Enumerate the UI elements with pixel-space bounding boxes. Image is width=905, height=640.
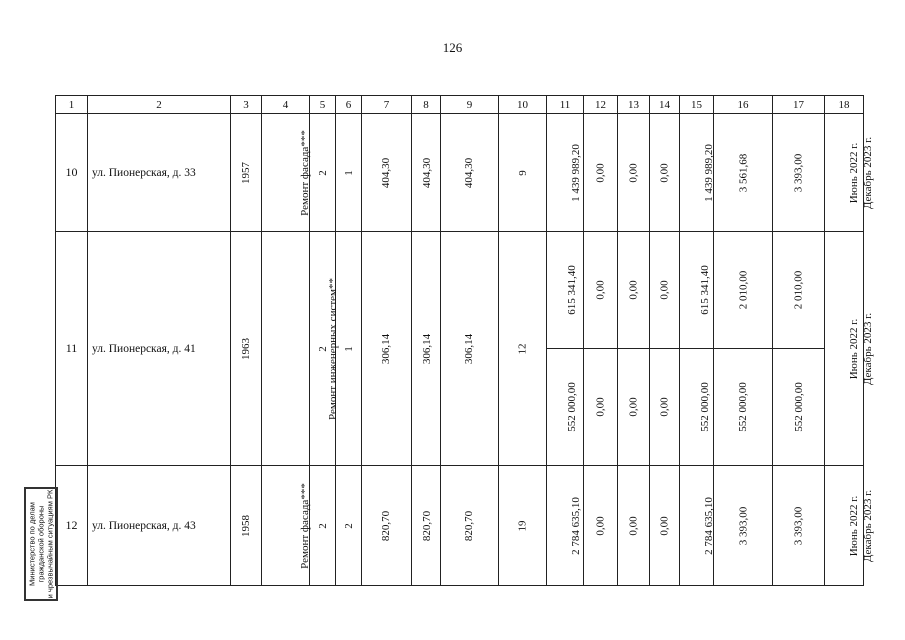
- work-type-cell: Ремонт инженерных систем**: [262, 232, 310, 466]
- year-cell: 1958: [231, 466, 262, 586]
- period-cell: Июнь 2022 г. Декабрь 2023 г.: [825, 114, 864, 232]
- period-cell: Июнь 2022 г. Декабрь 2023 г.: [825, 466, 864, 586]
- header-cell: 5: [310, 96, 336, 114]
- header-cell: 7: [362, 96, 412, 114]
- value-cell: 0,00: [618, 349, 650, 466]
- value-cell: 615 341,40: [547, 232, 584, 349]
- address-cell: ул. Пионерская, д. 33: [88, 114, 231, 232]
- header-cell: 8: [412, 96, 441, 114]
- header-cell: 12: [584, 96, 618, 114]
- value-cell: 552 000,00: [680, 349, 714, 466]
- value-cell: 0,00: [618, 232, 650, 349]
- header-cell: 18: [825, 96, 864, 114]
- value-cell: 404,30: [412, 114, 441, 232]
- work-type-cell: Ремонт фасада***: [262, 466, 310, 586]
- address-cell: ул. Пионерская, д. 43: [88, 466, 231, 586]
- value-cell: 0,00: [618, 114, 650, 232]
- value-cell: 0,00: [584, 114, 618, 232]
- value-cell: 1: [336, 114, 362, 232]
- value-cell: 552 000,00: [547, 349, 584, 466]
- stamp-text: Министерство по делам гражданской обороны и чрезвычайным ситуациям РК: [27, 489, 55, 599]
- header-cell: 9: [441, 96, 499, 114]
- value-cell: 306,14: [412, 232, 441, 466]
- header-cell: 11: [547, 96, 584, 114]
- value-cell: 0,00: [618, 466, 650, 586]
- value-cell: 820,70: [441, 466, 499, 586]
- value-cell: 0,00: [650, 114, 680, 232]
- value-cell: 1 439 989,20: [547, 114, 584, 232]
- header-cell: 2: [88, 96, 231, 114]
- value-cell: 12: [499, 232, 547, 466]
- value-cell: 2: [336, 466, 362, 586]
- value-cell: 820,70: [362, 466, 412, 586]
- value-cell: 1 439 989,20: [680, 114, 714, 232]
- value-cell: 404,30: [441, 114, 499, 232]
- year-cell: 1963: [231, 232, 262, 466]
- value-cell: 2: [310, 466, 336, 586]
- value-cell: 0,00: [650, 466, 680, 586]
- header-cell: 10: [499, 96, 547, 114]
- ministry-stamp: [24, 487, 58, 601]
- value-cell: 306,14: [362, 232, 412, 466]
- row-number: 11: [56, 232, 88, 466]
- value-cell: 2 784 635,10: [547, 466, 584, 586]
- value-cell: 552 000,00: [714, 349, 773, 466]
- header-cell: 16: [714, 96, 773, 114]
- table-row: [56, 466, 864, 586]
- value-cell: 2 010,00: [714, 232, 773, 349]
- value-cell: 820,70: [412, 466, 441, 586]
- value-cell: 2: [310, 232, 336, 466]
- header-cell: 1: [56, 96, 88, 114]
- value-cell: 3 393,00: [773, 114, 825, 232]
- value-cell: 306,14: [441, 232, 499, 466]
- year-cell: 1957: [231, 114, 262, 232]
- value-cell: 0,00: [650, 232, 680, 349]
- value-cell: 615 341,40: [680, 232, 714, 349]
- value-cell: 404,30: [362, 114, 412, 232]
- value-cell: 1: [336, 232, 362, 466]
- value-cell: 3 393,00: [714, 466, 773, 586]
- value-cell: 0,00: [584, 349, 618, 466]
- value-cell: 552 000,00: [773, 349, 825, 466]
- value-cell: 3 561,68: [714, 114, 773, 232]
- value-cell: 9: [499, 114, 547, 232]
- header-row: [56, 96, 864, 114]
- header-cell: 17: [773, 96, 825, 114]
- header-cell: 15: [680, 96, 714, 114]
- header-cell: 6: [336, 96, 362, 114]
- work-type-cell: Ремонт фасада***: [262, 114, 310, 232]
- header-cell: 13: [618, 96, 650, 114]
- header-cell: 14: [650, 96, 680, 114]
- address-cell: ул. Пионерская, д. 41: [88, 232, 231, 466]
- page-number: 126: [442, 40, 463, 55]
- period-cell: Июнь 2022 г. Декабрь 2023 г.: [825, 232, 864, 466]
- value-cell: 19: [499, 466, 547, 586]
- table-row: [56, 232, 864, 349]
- value-cell: 2 010,00: [773, 232, 825, 349]
- value-cell: 2: [310, 114, 336, 232]
- table-row: [56, 114, 864, 232]
- value-cell: 2 784 635,10: [680, 466, 714, 586]
- header-cell: 4: [262, 96, 310, 114]
- capital-repair-table: [55, 95, 875, 586]
- header-cell: 3: [231, 96, 262, 114]
- value-cell: 3 393,00: [773, 466, 825, 586]
- row-number: 10: [56, 114, 88, 232]
- value-cell: 0,00: [650, 349, 680, 466]
- value-cell: 0,00: [584, 466, 618, 586]
- row-number: 12: [56, 466, 88, 586]
- value-cell: 0,00: [584, 232, 618, 349]
